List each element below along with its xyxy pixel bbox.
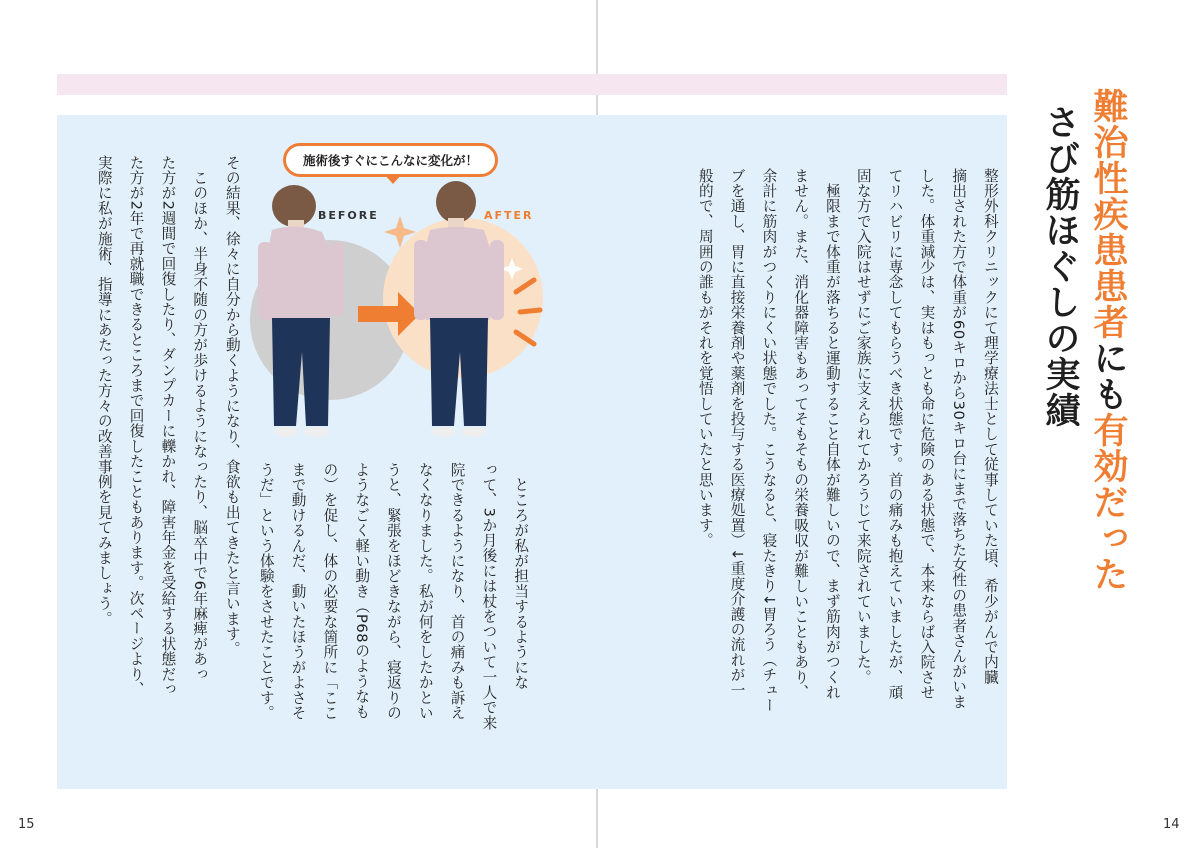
title-line1-highlight-a: 難治性疾患患者 xyxy=(1088,88,1128,340)
page-title xyxy=(1087,88,1129,648)
after-label: AFTER xyxy=(484,209,534,222)
page-number-left: 15 xyxy=(18,817,35,832)
change-badge: 施術後すぐにこんなに変化が！ xyxy=(283,143,498,177)
page-number-right: 14 xyxy=(1163,817,1180,832)
right-paragraph-2: 極限まで体重が落ちると運動すること自体が難しいので、まず筋肉がつくれ ません。また、消化器障害もあってそもそもの栄養吸収が難しいこともあり、 余計に筋肉がつくりにくい状態でした。こうなると、寝たきり↓胃ろう（チュー ブを通し、胃に直接栄養剤や薬剤を投与する医療処置）↓重度介護の流れが一 般的で、周囲の誰もがそれを覚悟していたと思います。 xyxy=(696,168,841,713)
title-line1-highlight-b: 有効だった xyxy=(1088,412,1128,592)
right-paragraph-1: 整形外科クリニックにて理学療法士として従事していた頃、希少がんで内臓 摘出された方で体重が60キロから30キロ台にまで落ちた女性の患者さんがいま した。体重減少は、実はもっとも命に危険のある状態で、本来ならば入院させ てリハビリに専念してもらうべき状態です。首の痛みも抱えていましたが、頑 固な方で入院はせずにご家族に支えられてかろうじて来院されていました。 xyxy=(854,168,999,710)
left-paragraph-3: その結果、徐々に自分から動くようになり、食欲も出てきたと言います。 xyxy=(223,155,241,657)
title-line1-connector: にも xyxy=(1088,340,1128,412)
left-column-upper: ところが私が担当するようにな って、3か月後には杖をついて一人で来 院できるようになり、首の痛みも訴え なくなりました。私が何をしたかとい うと、緊張をほどきながら、寝返りの ようなごく軽い動き（P68のようなも の）を促し、体の必要な箇所に「ここ まで動けるんだ、動いたほうがよさそ うだ」という体験をさせたことです。 xyxy=(257,462,530,731)
page-title-line2: さび筋ほぐしの実績 xyxy=(1040,104,1080,428)
header-band xyxy=(57,74,1007,95)
before-label: BEFORE xyxy=(318,209,379,222)
left-paragraph-4: このほか、半身不随の方が歩けるようになったり、脳卒中で6年麻痺があっ た方が2週間で回復したり、ダンプカーに轢かれ、障害年金を受給する状態だっ た方が2年で再就職できるところまで回復したこともあります。次ページより、 実際に私が施術、指導にあたった方々の改善事例を見てみましょう。 xyxy=(95,155,209,697)
